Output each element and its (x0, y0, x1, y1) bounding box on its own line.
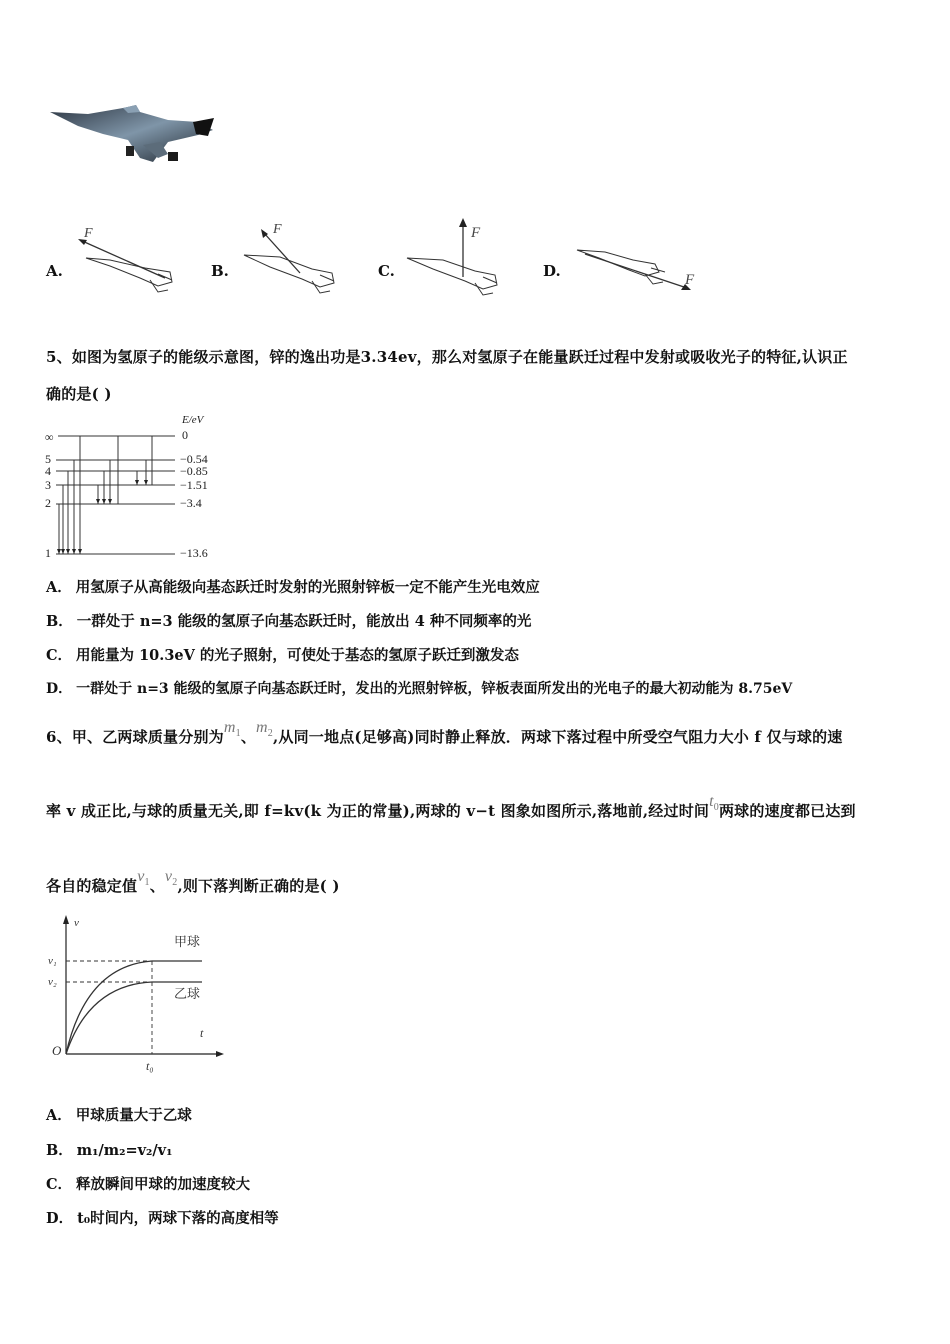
svg-text:−0.85: −0.85 (180, 464, 208, 478)
q5-stem-line1: 5、如图为氢原子的能级示意图，锌的逸出功是3.34ev，那么对氢原子在能量跃迁过程中发射或吸收光子的特征,认识正 (46, 348, 848, 366)
svg-text:t: t (200, 1026, 204, 1040)
transition-arrow-heads (57, 480, 148, 554)
v1-symbol: $v_1$ (137, 868, 150, 889)
m2-symbol: $m_2$ (256, 719, 273, 740)
svg-text:3: 3 (45, 478, 51, 492)
svg-text:F: F (685, 272, 695, 288)
q6-option-b[interactable]: B． m₁/m₂=v₂/v₁ (46, 1142, 173, 1159)
q5-option-b[interactable]: B． 一群处于 n=3 能级的氢原子向基态跃迁时，能放出 4 种不同频率的光 (46, 613, 532, 630)
svg-text:E/eV: E/eV (182, 414, 204, 426)
q5-option-d[interactable]: D． 一群处于 n=3 能级的氢原子向基态跃迁时，发出的光照射锌板，锌板表面所发出的光电子的最大初动能为 8.75eV (46, 681, 793, 697)
svg-text:甲球: 甲球 (174, 934, 201, 949)
svg-text:F: F (273, 222, 282, 237)
svg-text:−13.6: −13.6 (180, 546, 208, 560)
energy-level-diagram (40, 408, 230, 566)
x-axis-arrow-icon (216, 1051, 224, 1057)
svg-text:v₁: v₁ (48, 955, 57, 967)
q5-option-a[interactable]: A． 用氢原子从高能级向基态跃迁时发射的光照射锌板一定不能产生光电效应 (46, 579, 540, 596)
q6-option-c[interactable]: C． 释放瞬间甲球的加速度较大 (46, 1176, 251, 1193)
force-arrow-icon (459, 218, 467, 227)
choice-d-label: D. (543, 262, 561, 280)
svg-text:O: O (52, 1043, 62, 1058)
svg-text:F: F (471, 225, 481, 241)
fighter-jet-image (48, 100, 218, 175)
q6-option-d[interactable]: D． t₀时间内，两球下落的高度相等 (46, 1210, 279, 1227)
m1-symbol: $m_1$ (223, 719, 241, 740)
plane-outline-icon (407, 258, 497, 295)
svg-text:F: F (84, 226, 93, 241)
choice-a-figure (70, 220, 180, 300)
q6-stem-line1: 6、甲、乙两球质量分别为$m_1$、$m_2$,从同一地点(足够高)同时静止释放．两球下落过程中所受空气阻力大小 f 仅与球的速 (46, 719, 843, 746)
q6-stem-line2: 率 v 成正比,与球的质量无关,即 f=kv(k 为正的常量),两球的 v−t 图象如图所示,落地前,经过时间$t_0$两球的速度都已达到 (46, 793, 856, 820)
choice-d-figure (575, 240, 705, 300)
svg-text:−1.51: −1.51 (180, 478, 208, 492)
svg-text:2: 2 (45, 496, 51, 510)
svg-text:t₀: t₀ (146, 1059, 154, 1073)
svg-text:0: 0 (182, 428, 188, 442)
curve-jia (66, 961, 202, 1054)
choice-c-label: C. (378, 262, 395, 280)
svg-text:5: 5 (45, 452, 51, 466)
svg-text:−0.54: −0.54 (180, 452, 208, 466)
svg-text:∞: ∞ (45, 430, 54, 444)
svg-text:4: 4 (45, 464, 51, 478)
svg-text:v: v (74, 917, 79, 929)
choice-c-figure (405, 215, 515, 300)
t0-symbol: $t_0$ (709, 793, 719, 814)
q5-option-c[interactable]: C． 用能量为 10.3eV 的光子照射，可使处于基态的氢原子跃迁到激发态 (46, 647, 519, 664)
choice-a-label: A. (46, 262, 63, 280)
y-axis-arrow-icon (63, 915, 69, 924)
q6-option-a[interactable]: A． 甲球质量大于乙球 (46, 1107, 192, 1124)
svg-text:1: 1 (45, 546, 51, 560)
q6-stem-line3: 各自的稳定值$v_1$、$v_2$,则下落判断正确的是( ) (46, 868, 340, 895)
q5-stem-line2: 确的是( ) (46, 385, 112, 403)
svg-text:−3.4: −3.4 (180, 496, 202, 510)
vt-graph (40, 912, 230, 1077)
choice-b-label: B. (211, 262, 229, 280)
choice-b-figure (240, 215, 350, 300)
svg-text:乙球: 乙球 (174, 986, 201, 1001)
svg-text:v₂: v₂ (48, 976, 57, 988)
v2-symbol: $v_2$ (164, 868, 178, 889)
